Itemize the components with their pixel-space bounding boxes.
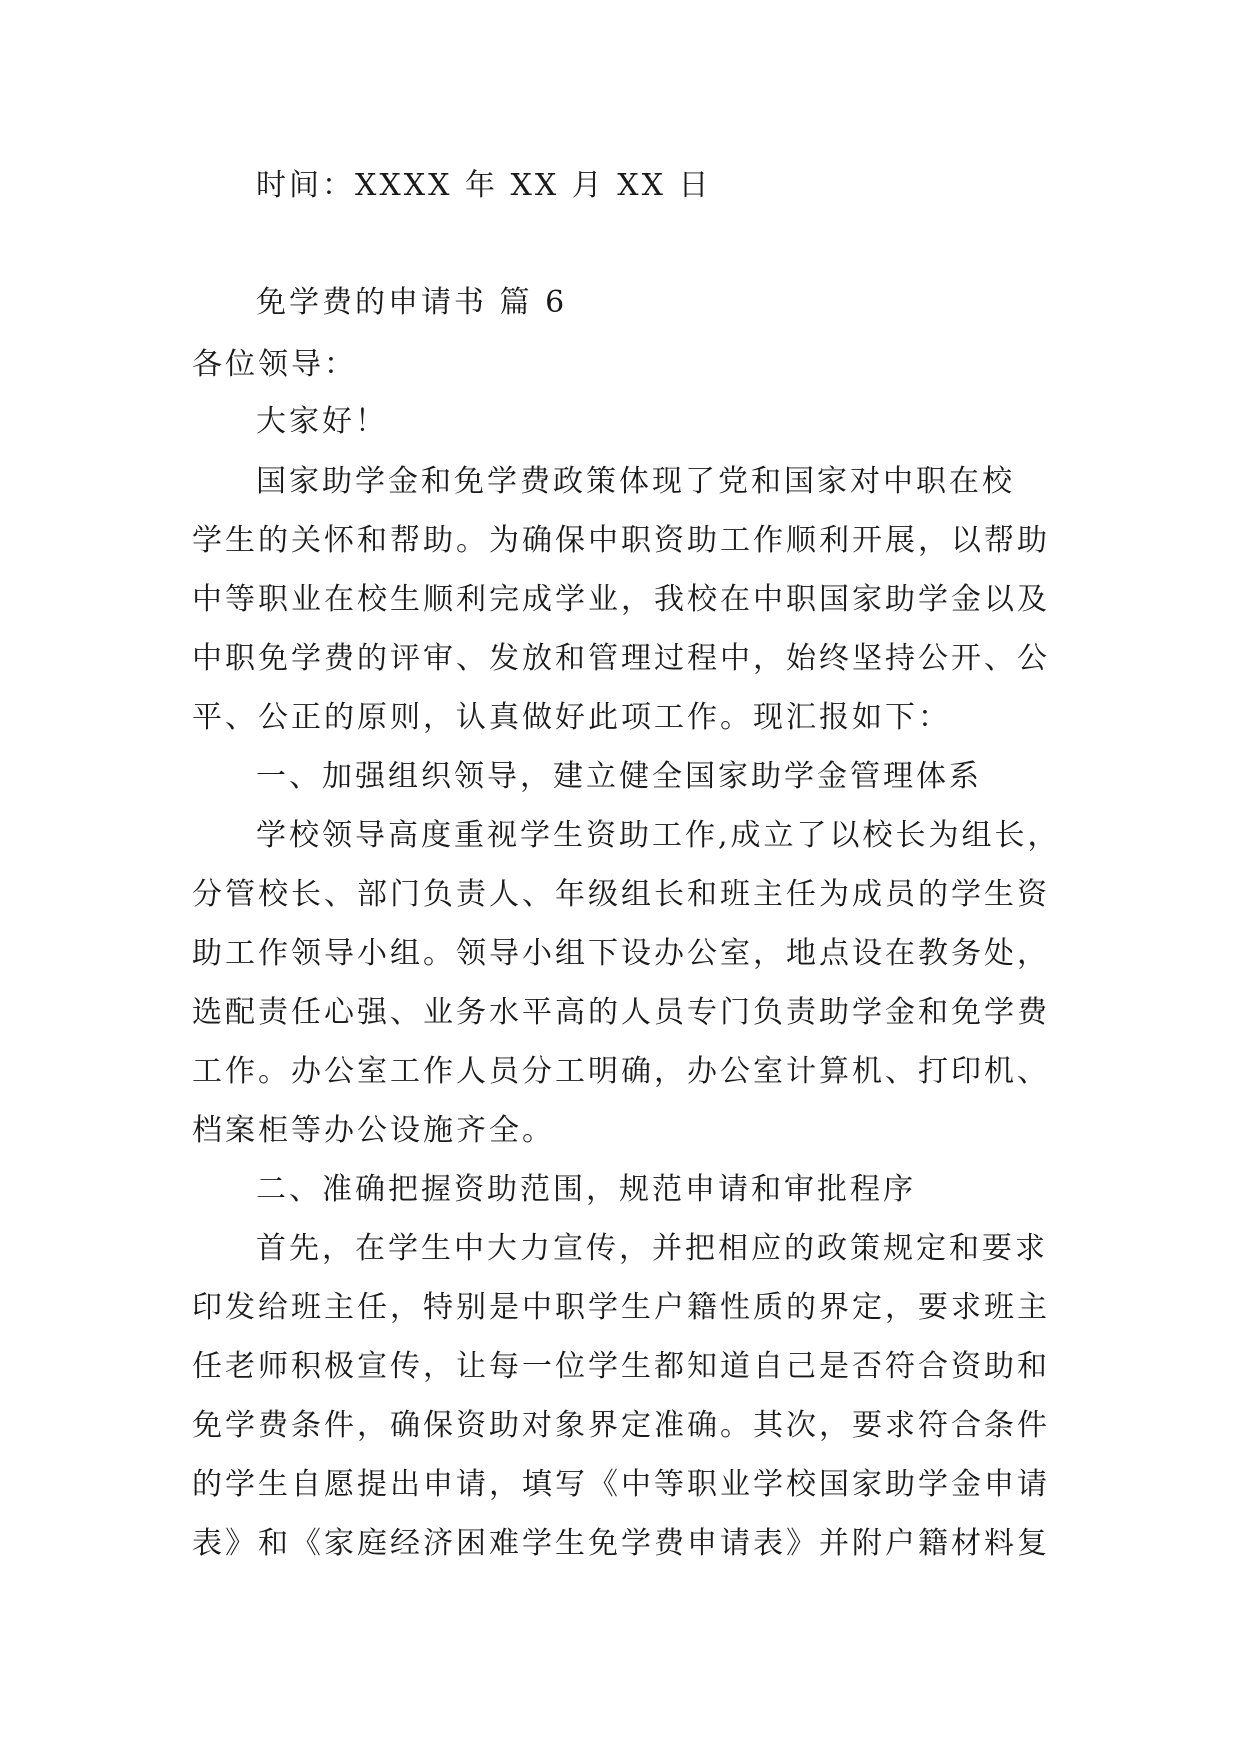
date-line: 时间：XXXX 年 XX 月 XX 日	[256, 168, 712, 203]
paragraph-line: 国家助学金和免学费政策体现了党和国家对中职在校	[256, 464, 1015, 499]
paragraph-line: 的学生自愿提出申请，填写《中等职业学校国家助学金申请	[192, 1467, 1050, 1502]
paragraph-line: 任老师积极宣传，让每一位学生都知道自己是否符合资助和	[192, 1349, 1050, 1384]
paragraph-line: 中职免学费的评审、发放和管理过程中，始终坚持公开、公	[192, 641, 1050, 676]
section-title: 免学费的申请书 篇 6	[256, 285, 568, 320]
paragraph-line: 学校领导高度重视学生资助工作,成立了以校长为组长，	[256, 818, 1061, 853]
paragraph-line: 中等职业在校生顺利完成学业，我校在中职国家助学金以及	[192, 582, 1050, 617]
paragraph-line: 助工作领导小组。领导小组下设办公室，地点设在教务处，	[192, 936, 1050, 971]
paragraph-line: 平、公正的原则，认真做好此项工作。现汇报如下：	[192, 700, 951, 735]
paragraph-line: 分管校长、部门负责人、年级组长和班主任为成员的学生资	[192, 877, 1050, 912]
paragraph-line: 印发给班主任，特别是中职学生户籍性质的界定，要求班主	[192, 1290, 1050, 1325]
heading-line: 一、加强组织领导，建立健全国家助学金管理体系	[256, 759, 982, 794]
paragraph-line: 学生的关怀和帮助。为确保中职资助工作顺利开展，以帮助	[192, 523, 1050, 558]
paragraph-line: 工作。办公室工作人员分工明确，办公室计算机、打印机、	[192, 1054, 1050, 1089]
paragraph-line: 表》和《家庭经济困难学生免学费申请表》并附户籍材料复	[192, 1526, 1050, 1561]
paragraph-line: 免学费条件，确保资助对象界定准确。其次，要求符合条件	[192, 1408, 1050, 1443]
paragraph-line: 首先，在学生中大力宣传，并把相应的政策规定和要求	[256, 1231, 1048, 1266]
greeting: 大家好！	[256, 404, 388, 439]
salutation: 各位领导：	[192, 347, 357, 382]
paragraph-line: 档案柜等办公设施齐全。	[192, 1113, 555, 1148]
paragraph-line: 选配责任心强、业务水平高的人员专门负责助学金和免学费	[192, 995, 1050, 1030]
heading-line: 二、准确把握资助范围，规范申请和审批程序	[256, 1172, 916, 1207]
